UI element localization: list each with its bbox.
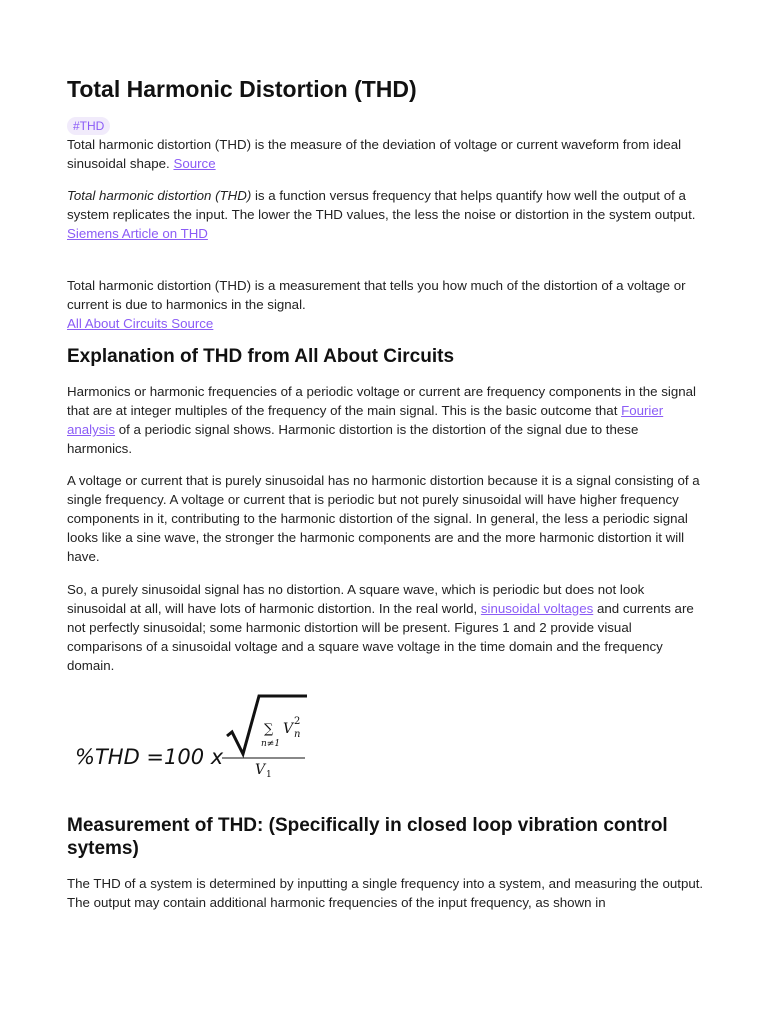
intro-paragraph: [67, 135, 707, 173]
explanation-text-3a: So, a purely sinusoidal signal has no distortion. A square wave, which is periodic but does not look sinusoidal at all, will have lots of harmonic distortion. In the real world,: [67, 582, 645, 616]
explanation-text-3b: and currents are not perfectly sinusoidal; some harmonic distortion will be present. Figures 1 and 2 provide visual comparisons of a sinusoidal voltage and a square wave voltage in the time domain and the frequency domain.: [67, 601, 694, 673]
source-link[interactable]: Source: [173, 156, 216, 171]
tag-badge[interactable]: #THD: [67, 117, 110, 135]
intro-text: Total harmonic distortion (THD) is the measure of the deviation of voltage or current waveform from ideal sinusoidal shape.: [67, 137, 682, 171]
siemens-article-link[interactable]: Siemens Article on THD: [67, 226, 208, 241]
explanation-text-1a: Harmonics or harmonic frequencies of a periodic voltage or current are frequency components in the signal that are at integer multiples of the frequency of the main signal. This is the basic outcome that: [67, 384, 696, 418]
v1-subscript: 1: [266, 770, 272, 780]
vn-superscript: 2: [294, 716, 301, 727]
aac-text: Total harmonic distortion (THD) is a measurement that tells you how much of the distortion of a voltage or current is due to harmonics in the signal.: [67, 278, 686, 312]
page-title: Total Harmonic Distortion (THD): [67, 76, 417, 102]
explanation-text-1b: of a periodic signal shows. Harmonic distortion is the distortion of the signal due to these harmonics.: [67, 422, 639, 456]
all-about-circuits-link[interactable]: All About Circuits Source: [67, 316, 214, 331]
explanation-paragraph-3: [67, 580, 707, 675]
section-heading-explanation: Explanation of THD from All About Circuits: [67, 346, 455, 367]
vn-variable: V: [283, 721, 294, 737]
explanation-paragraph-1: [67, 382, 707, 458]
thd-formula: [75, 692, 375, 788]
siemens-emphasis: Total harmonic distortion (THD): [67, 188, 252, 203]
summation-index: n≠1: [261, 739, 281, 749]
fourier-analysis-link[interactable]: Fourier analysis: [67, 403, 664, 437]
vn-subscript: n: [294, 729, 301, 740]
formula-lhs: %THD =100 x: [75, 745, 224, 769]
sinusoidal-voltages-link[interactable]: sinusoidal voltages: [480, 601, 594, 616]
v1-variable: V: [255, 762, 266, 778]
aac-paragraph: [67, 276, 707, 333]
siemens-paragraph: [67, 186, 707, 243]
explanation-paragraph-2: A voltage or current that is purely sinusoidal has no harmonic distortion because it is a signal consisting of a single frequency. A voltage or current that is periodic but not purely sinusoidal will have higher frequency components in it, contributing to the harmonic distortion of the signal. In general, the less a periodic signal looks like a sine wave, the stronger the harmonic components are and the more harmonic distortion it will have.: [67, 473, 700, 564]
thd-formula-graphic: [75, 692, 375, 788]
siemens-text: is a function versus frequency that helps quantify how well the output of a system replicates the input. The lower the THD values, the less the noise or distortion in the system output.: [67, 188, 696, 222]
measurement-paragraph-1: The THD of a system is determined by inputting a single frequency into a system, and measuring the output. The output may contain additional harmonic frequencies of the input frequency, as shown in: [67, 876, 704, 910]
summation-symbol: ∑: [264, 722, 274, 737]
section-heading-measurement: Measurement of THD: (Specifically in closed loop vibration control sytems): [67, 815, 668, 859]
